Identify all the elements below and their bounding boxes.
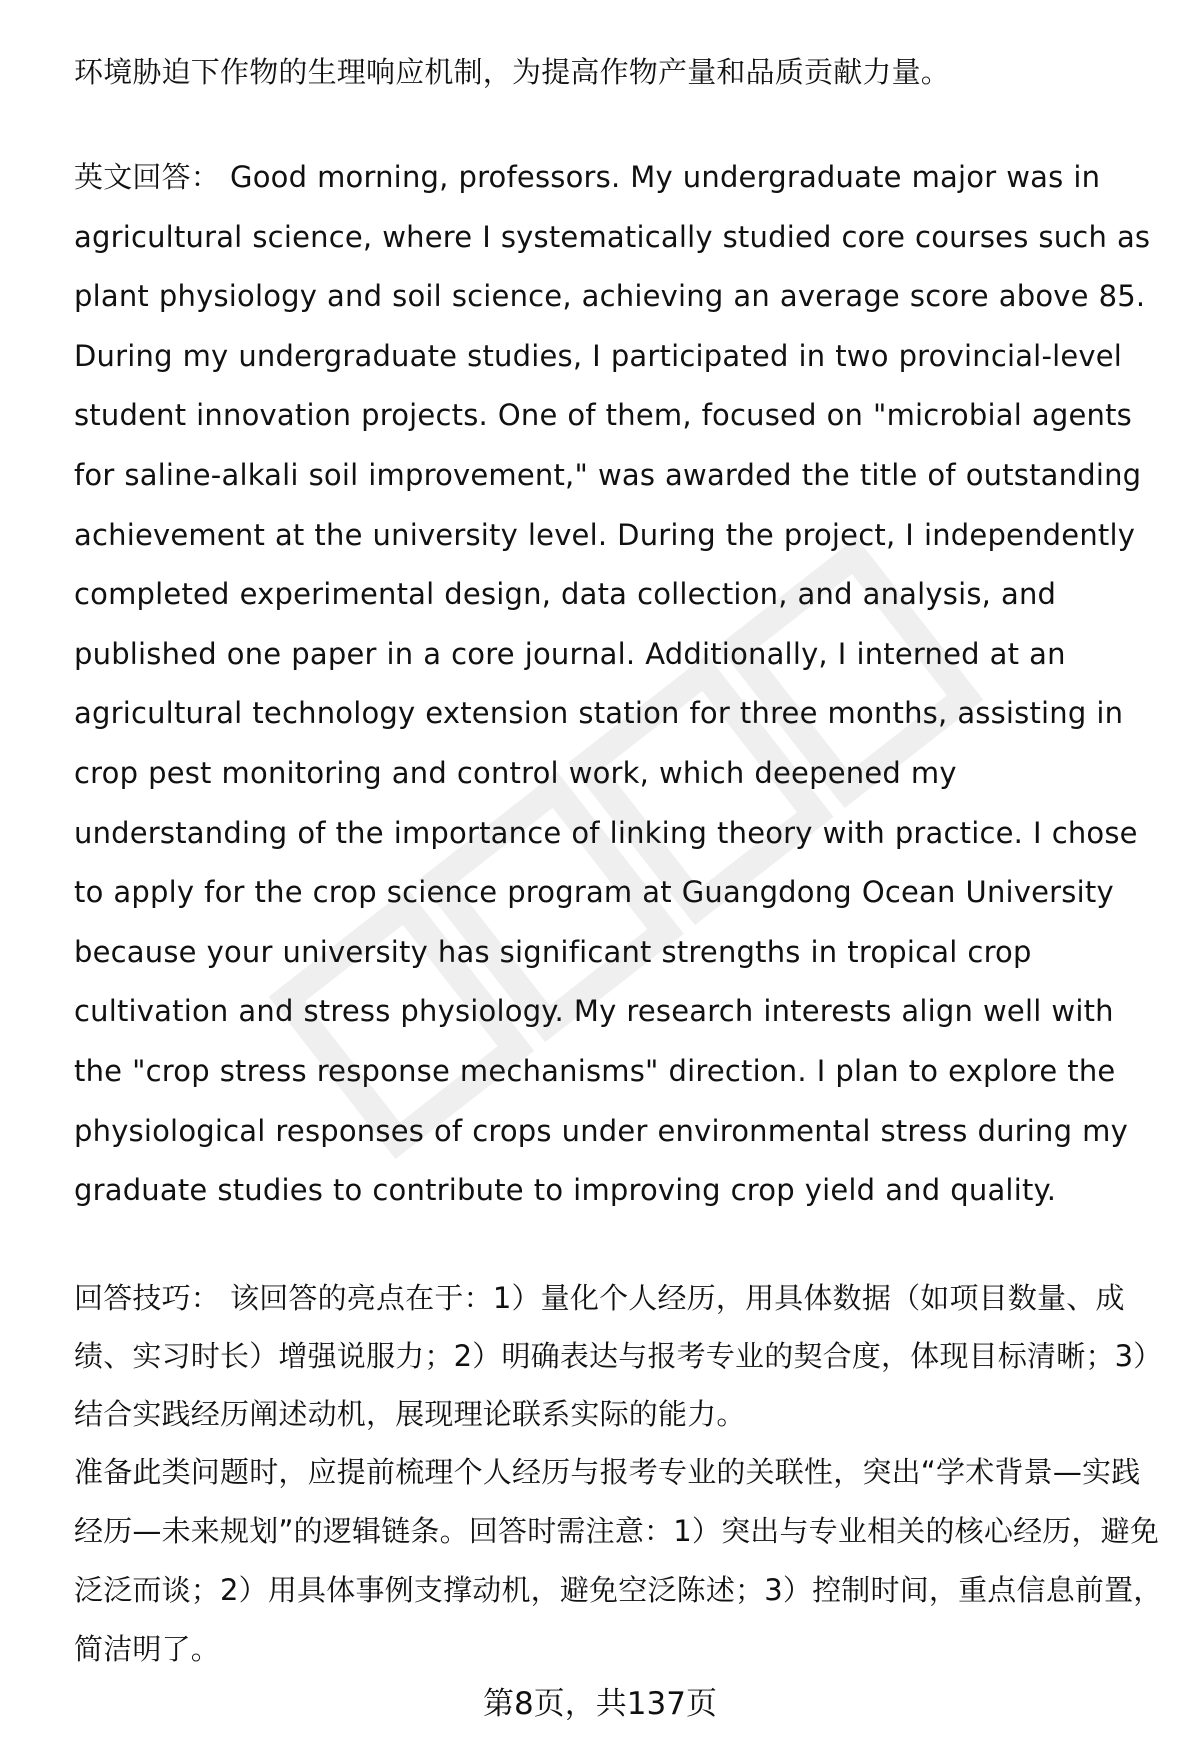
intro-paragraph: 环境胁迫下作物的生理响应机制，为提高作物产量和品质贡献力量。 bbox=[74, 55, 951, 89]
english-answer-label: 英文回答： bbox=[74, 160, 221, 194]
answer-tips-text: 该回答的亮点在于：1）量化个人经历，用具体数据（如项目数量、成绩、实习时长）增强说服力；2）明确表达与报考专业的契合度，体现目标清晰；3）结合实践经历阐述动机，展现理论联系实际的能力。 bbox=[74, 1280, 1163, 1431]
answer-tips-paragraph bbox=[74, 1269, 1164, 1443]
english-answer-text: Good morning, professors. My undergraduate major was in agricultural science, where I systematically studied core courses such as plant physiology and soil science, achieving an average score above 85. During my undergraduate studies, I participated in two provincial-level student innovation projects. One of them, focused on "microbial agents for saline-alkali soil improvement," was awarded the title of outstanding achievement at the university level. During the project, I independently completed experimental design, data collection, and analysis, and published one paper in a core journal. Additionally, I interned at an agricultural technology extension station for three months, assisting in crop pest monitoring and control work, which deepened my understanding of the importance of linking theory with practice. I chose to apply for the crop science program at Guangdong Ocean University because your university has significant strengths in tropical crop cultivation and stress physiology. My research interests align well with the "crop stress response mechanisms" direction. I plan to explore the physiological responses of crops under environmental stress during my graduate studies to contribute to improving crop yield and quality. bbox=[74, 160, 1151, 1208]
answer-tips-label: 回答技巧： bbox=[74, 1280, 221, 1315]
preparation-advice-paragraph: 准备此类问题时，应提前梳理个人经历与报考专业的关联性，突出“学术背景—实践经历—未来规划”的逻辑链条。回答时需注意：1）突出与专业相关的核心经历，避免泛泛而谈；2）用具体事例支撑动机，避免空泛陈述；3）控制时间，重点信息前置，简洁明了。 bbox=[74, 1454, 1163, 1666]
document-body bbox=[74, 52, 1164, 1679]
english-answer-paragraph bbox=[74, 148, 1164, 1221]
page-number-footer: 第8页，共137页 bbox=[483, 1686, 717, 1722]
